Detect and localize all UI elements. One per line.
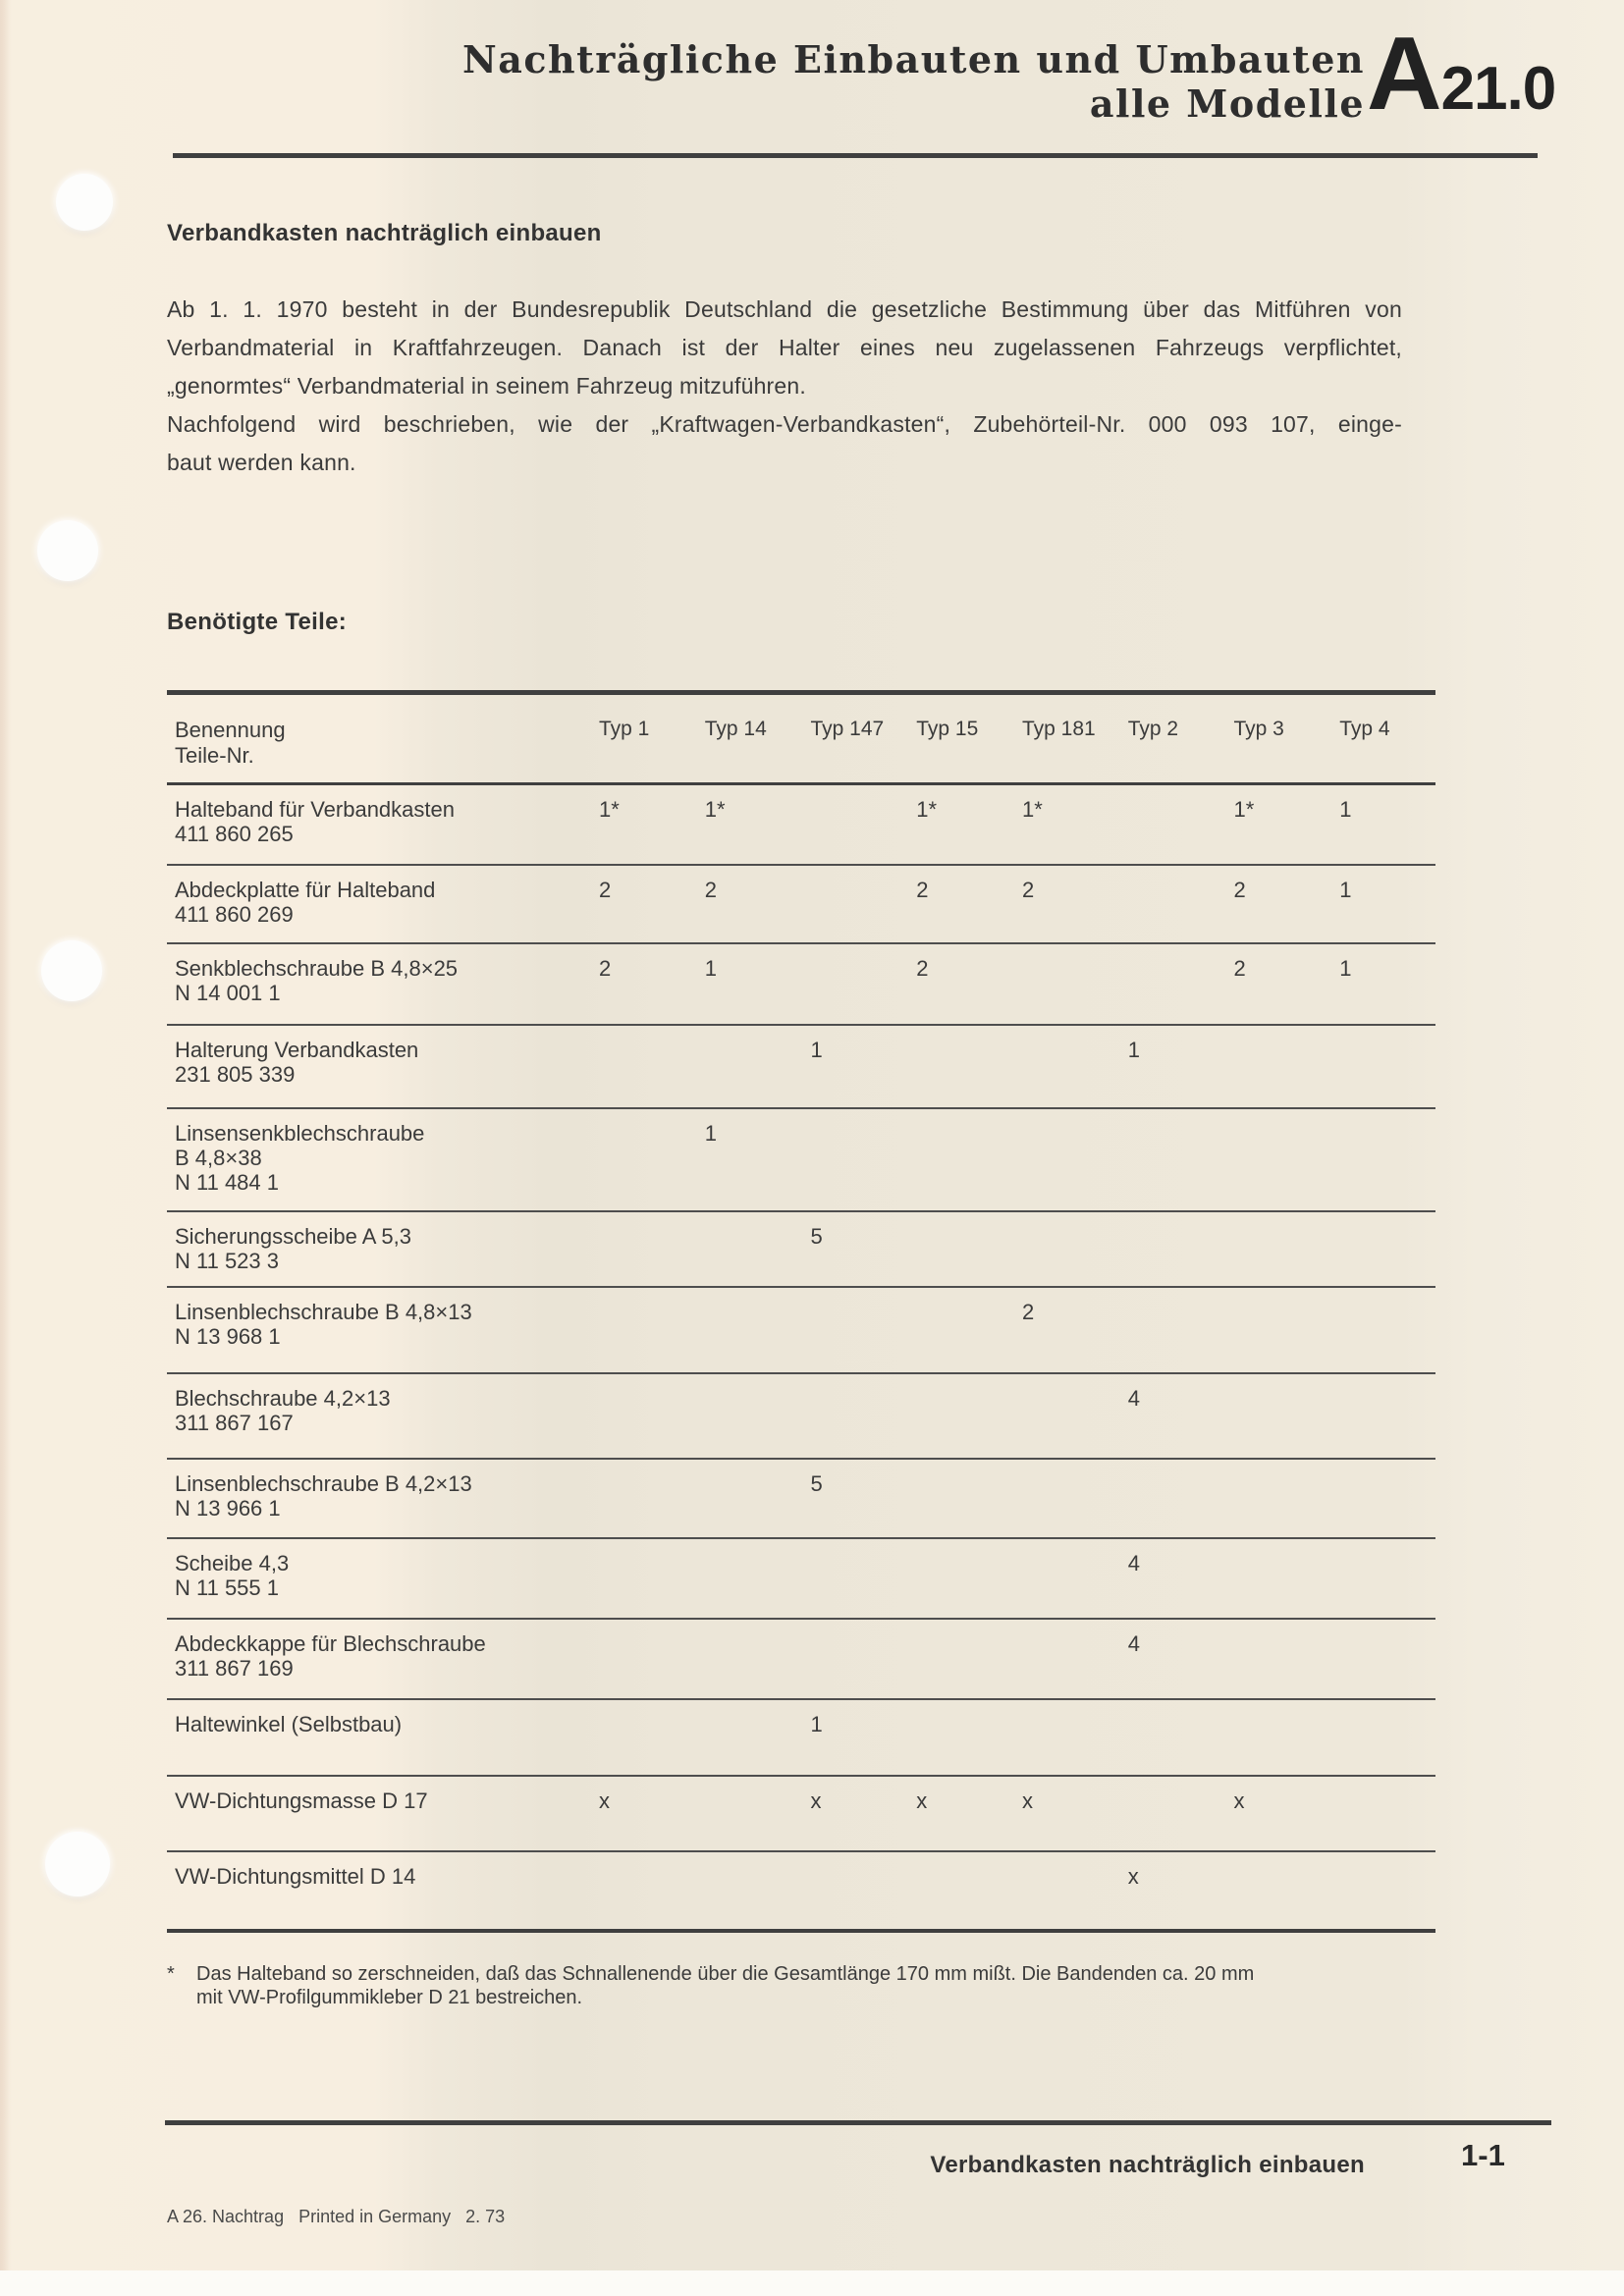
qty-cell xyxy=(1012,1109,1118,1147)
qty-cell xyxy=(1012,1539,1118,1576)
part-name-cell xyxy=(167,1539,589,1600)
qty-cell: 4 xyxy=(1127,1631,1140,1656)
quantity-cells xyxy=(589,1460,1435,1497)
qty-cell: 5 xyxy=(810,1471,823,1496)
type-column-header: Typ 147 xyxy=(810,718,885,740)
qty-cell xyxy=(801,1620,907,1657)
qty-cell: 1* xyxy=(599,797,620,822)
qty-cell xyxy=(1329,1620,1435,1657)
qty-cell xyxy=(695,1288,801,1325)
table-row xyxy=(167,1288,1435,1374)
qty-cell xyxy=(589,1700,695,1737)
name-column-header xyxy=(167,695,589,769)
part-name-line: Linsenblechschraube B 4,2×13 xyxy=(175,1471,472,1496)
qty-cell xyxy=(1224,1620,1330,1657)
qty-cell: 1 xyxy=(810,1712,823,1736)
qty-cell: x xyxy=(599,1789,610,1813)
table-row xyxy=(167,1026,1435,1109)
type-column-header: Typ 1 xyxy=(599,718,650,740)
table-row xyxy=(167,1700,1435,1777)
qty-cell xyxy=(1012,1212,1118,1250)
qty-cell xyxy=(1012,1700,1118,1737)
qty-cell: 2 xyxy=(1233,878,1246,902)
part-number-line: B 4,8×38 xyxy=(175,1146,262,1170)
part-number-line: 231 805 339 xyxy=(175,1062,296,1087)
qty-cell xyxy=(1329,1288,1435,1325)
part-number-line: N 11 555 1 xyxy=(175,1575,280,1600)
quantity-cells xyxy=(589,1026,1435,1063)
quantity-cells xyxy=(589,1288,1435,1325)
part-name-cell xyxy=(167,785,589,846)
qty-cell xyxy=(801,944,907,982)
part-name-cell xyxy=(167,1374,589,1435)
qty-cell xyxy=(1224,1026,1330,1063)
qty-cell: x xyxy=(1022,1789,1033,1813)
table-header-row xyxy=(167,695,1435,785)
qty-cell xyxy=(1012,1852,1118,1890)
qty-cell xyxy=(589,1374,695,1412)
qty-cell xyxy=(1118,866,1224,903)
qty-cell: 4 xyxy=(1127,1551,1140,1575)
imprint: A 26. Nachtrag Printed in Germany 2. 73 xyxy=(167,2207,506,2226)
part-number-line: 311 867 167 xyxy=(175,1411,294,1435)
qty-cell xyxy=(695,1374,801,1412)
text-line: Das Halteband so zerschneiden, daß das Schnallenende über die Gesamtlänge 170 mm mißt. Die Bandenden ca. 20 mm xyxy=(196,1963,1255,1985)
type-column-header: Typ 2 xyxy=(1127,718,1179,740)
table-row xyxy=(167,944,1435,1026)
table-row xyxy=(167,1777,1435,1852)
table-row xyxy=(167,1539,1435,1620)
qty-cell xyxy=(801,1374,907,1412)
qty-cell: 1 xyxy=(1127,1038,1140,1062)
part-name-cell xyxy=(167,1852,589,1889)
text-line: Nachfolgend wird beschrieben, wie der „Kraftwagen-Verbandkasten“, Zubehörteil-Nr. 000 093 107, einge- xyxy=(167,411,1402,437)
qty-cell xyxy=(1118,1212,1224,1250)
qty-cell xyxy=(589,1288,695,1325)
qty-cell xyxy=(695,1539,801,1576)
qty-cell xyxy=(1329,1852,1435,1890)
header-rule xyxy=(173,153,1538,158)
qty-cell xyxy=(801,1109,907,1147)
quantity-cells xyxy=(589,1212,1435,1250)
header-title-line1: Nachträgliche Einbauten und Umbauten xyxy=(462,37,1365,81)
qty-cell xyxy=(589,1539,695,1576)
qty-cell xyxy=(1012,1026,1118,1063)
part-name-line: Abdeckkappe für Blechschraube xyxy=(175,1631,486,1656)
qty-cell xyxy=(801,1852,907,1890)
part-name-cell xyxy=(167,1288,589,1349)
qty-cell xyxy=(1224,1109,1330,1147)
qty-cell: 2 xyxy=(916,956,929,981)
qty-cell xyxy=(906,1026,1012,1063)
quantity-cells xyxy=(589,1109,1435,1147)
type-column-header: Typ 15 xyxy=(916,718,979,740)
part-name-cell xyxy=(167,1777,589,1813)
qty-cell xyxy=(906,1539,1012,1576)
part-number-line: 411 860 269 xyxy=(175,902,294,927)
qty-cell xyxy=(1224,1539,1330,1576)
qty-cell: 1 xyxy=(1339,956,1352,981)
type-column-header: Typ 181 xyxy=(1022,718,1096,740)
qty-cell: 1 xyxy=(810,1038,823,1062)
qty-cell xyxy=(1118,1109,1224,1147)
qty-cell xyxy=(1012,1460,1118,1497)
quantity-cells xyxy=(589,1374,1435,1412)
section-code-letter: A xyxy=(1367,16,1441,132)
qty-cell xyxy=(1224,1374,1330,1412)
part-number-line: N 13 968 1 xyxy=(175,1324,281,1349)
qty-cell xyxy=(1224,1288,1330,1325)
part-name-cell xyxy=(167,1700,589,1736)
part-number-line: N 11 484 1 xyxy=(175,1170,280,1195)
part-name-line: Senkblechschraube B 4,8×25 xyxy=(175,956,459,981)
text-line: baut werden kann. xyxy=(167,450,356,475)
qty-cell xyxy=(906,1700,1012,1737)
qty-cell: x xyxy=(1233,1789,1245,1813)
type-column-headers xyxy=(589,695,1435,741)
text-line: mit VW-Profilgummikleber D 21 bestreichen. xyxy=(196,1987,583,2008)
footnote xyxy=(167,1962,1453,2009)
qty-cell xyxy=(1329,1212,1435,1250)
page-number: 1-1 xyxy=(1461,2138,1505,2172)
qty-cell xyxy=(801,1288,907,1325)
qty-cell: 2 xyxy=(1233,956,1246,981)
part-name-line: Blechschraube 4,2×13 xyxy=(175,1386,391,1411)
name-header-line1: Benennung xyxy=(175,718,286,742)
part-name-cell xyxy=(167,1109,589,1195)
qty-cell: 2 xyxy=(916,878,929,902)
qty-cell: 1* xyxy=(1233,797,1255,822)
type-column-header: Typ 14 xyxy=(704,718,767,740)
qty-cell xyxy=(1224,1460,1330,1497)
qty-cell: 5 xyxy=(810,1224,823,1249)
quantity-cells xyxy=(589,1620,1435,1657)
qty-cell xyxy=(1118,1777,1224,1814)
qty-cell xyxy=(1012,1374,1118,1412)
table-row xyxy=(167,1109,1435,1212)
part-name-line: Sicherungsscheibe A 5,3 xyxy=(175,1224,411,1249)
quantity-cells xyxy=(589,1777,1435,1814)
qty-cell xyxy=(1329,1700,1435,1737)
qty-cell: 1 xyxy=(1339,797,1352,822)
qty-cell: 1* xyxy=(704,797,726,822)
qty-cell: x xyxy=(916,1789,928,1813)
part-number-line: 311 867 169 xyxy=(175,1656,294,1681)
part-number-line: N 14 001 1 xyxy=(175,981,281,1005)
part-name-line: Halteband für Verbandkasten xyxy=(175,797,455,822)
table-row xyxy=(167,866,1435,944)
qty-cell xyxy=(589,1212,695,1250)
part-name-line: Linsenblechschraube B 4,8×13 xyxy=(175,1300,472,1324)
qty-cell xyxy=(695,1026,801,1063)
part-name-cell xyxy=(167,1026,589,1087)
part-number-line: N 11 523 3 xyxy=(175,1249,280,1273)
qty-cell: x xyxy=(810,1789,822,1813)
page-header-title xyxy=(462,37,1365,126)
qty-cell xyxy=(1329,1026,1435,1063)
section-heading: Verbandkasten nachträglich einbauen xyxy=(167,220,602,246)
qty-cell xyxy=(589,1109,695,1147)
qty-cell xyxy=(1329,1460,1435,1497)
qty-cell xyxy=(1224,1852,1330,1890)
footer-title: Verbandkasten nachträglich einbauen xyxy=(930,2152,1365,2178)
part-number-line: N 13 966 1 xyxy=(175,1496,281,1521)
section-code xyxy=(1367,16,1556,132)
quantity-cells xyxy=(589,1700,1435,1737)
qty-cell xyxy=(801,785,907,823)
qty-cell xyxy=(1224,1212,1330,1250)
name-header-line2: Teile-Nr. xyxy=(175,743,254,768)
qty-cell xyxy=(906,1620,1012,1657)
qty-cell xyxy=(1012,1620,1118,1657)
qty-cell: 2 xyxy=(1022,1300,1035,1324)
quantity-cells xyxy=(589,1539,1435,1576)
qty-cell xyxy=(589,1460,695,1497)
qty-cell xyxy=(906,1374,1012,1412)
part-name-line: Haltewinkel (Selbstbau) xyxy=(175,1712,403,1736)
header-title-line2: alle Modelle xyxy=(1089,81,1365,126)
part-name-line: Halterung Verbandkasten xyxy=(175,1038,419,1062)
qty-cell: 1 xyxy=(704,956,717,981)
punch-hole xyxy=(56,174,113,231)
part-name-line: Abdeckplatte für Halteband xyxy=(175,878,436,902)
qty-cell xyxy=(695,1460,801,1497)
qty-cell xyxy=(906,1109,1012,1147)
part-name-cell xyxy=(167,1212,589,1273)
qty-cell xyxy=(589,1026,695,1063)
qty-cell xyxy=(801,1539,907,1576)
qty-cell xyxy=(695,1777,801,1814)
part-name-cell xyxy=(167,1460,589,1521)
part-name-cell xyxy=(167,944,589,1005)
qty-cell xyxy=(695,1852,801,1890)
punch-hole xyxy=(45,1832,110,1896)
qty-cell xyxy=(1224,1700,1330,1737)
qty-cell xyxy=(1329,1109,1435,1147)
table-row xyxy=(167,1212,1435,1288)
qty-cell xyxy=(695,1620,801,1657)
part-name-cell xyxy=(167,1620,589,1681)
part-name-line: VW-Dichtungsmittel D 14 xyxy=(175,1864,416,1889)
qty-cell: 2 xyxy=(1022,878,1035,902)
qty-cell xyxy=(801,866,907,903)
qty-cell xyxy=(906,1288,1012,1325)
qty-cell: 1* xyxy=(916,797,938,822)
scan-bottom-strip xyxy=(0,2270,1624,2296)
qty-cell xyxy=(1118,785,1224,823)
part-name-line: VW-Dichtungsmasse D 17 xyxy=(175,1789,428,1813)
table-row xyxy=(167,1852,1435,1929)
qty-cell xyxy=(1329,1374,1435,1412)
footnote-marker: * xyxy=(167,1963,175,1985)
parts-heading: Benötigte Teile: xyxy=(167,609,348,635)
table-row xyxy=(167,785,1435,866)
qty-cell xyxy=(695,1212,801,1250)
type-column-header: Typ 4 xyxy=(1339,718,1390,740)
table-row xyxy=(167,1374,1435,1460)
qty-cell: 1* xyxy=(1022,797,1043,822)
page-edge-shading xyxy=(0,0,9,2296)
qty-cell xyxy=(695,1700,801,1737)
punch-hole xyxy=(41,940,102,1001)
qty-cell xyxy=(906,1212,1012,1250)
text-line: „genormtes“ Verbandmaterial in seinem Fahrzeug mitzuführen. xyxy=(167,373,806,399)
quantity-cells xyxy=(589,866,1435,903)
qty-cell xyxy=(906,1460,1012,1497)
qty-cell: 2 xyxy=(704,878,717,902)
part-name-line: Linsensenkblechschraube xyxy=(175,1121,425,1146)
qty-cell: 1 xyxy=(1339,878,1352,902)
quantity-cells xyxy=(589,944,1435,982)
qty-cell xyxy=(1118,1288,1224,1325)
qty-cell xyxy=(589,1852,695,1890)
footnote-text xyxy=(196,1962,1453,2009)
intro-paragraph-1 xyxy=(167,291,1402,405)
qty-cell: 2 xyxy=(599,878,612,902)
parts-table xyxy=(167,690,1435,1933)
qty-cell: 1 xyxy=(704,1121,717,1146)
part-number-line: 411 860 265 xyxy=(175,822,294,846)
table-row xyxy=(167,1460,1435,1539)
footer-rule xyxy=(165,2120,1551,2125)
quantity-cells xyxy=(589,1852,1435,1890)
part-name-cell xyxy=(167,866,589,927)
qty-cell: x xyxy=(1127,1864,1139,1889)
qty-cell xyxy=(1012,944,1118,982)
qty-cell xyxy=(1118,944,1224,982)
part-name-line: Scheibe 4,3 xyxy=(175,1551,290,1575)
qty-cell xyxy=(1118,1460,1224,1497)
qty-cell: 2 xyxy=(599,956,612,981)
qty-cell: 4 xyxy=(1127,1386,1140,1411)
qty-cell xyxy=(1118,1700,1224,1737)
qty-cell xyxy=(1329,1777,1435,1814)
section-code-number: 21.0 xyxy=(1440,55,1556,123)
intro-paragraph-2 xyxy=(167,405,1402,482)
quantity-cells xyxy=(589,785,1435,823)
type-column-header: Typ 3 xyxy=(1233,718,1284,740)
table-row xyxy=(167,1620,1435,1700)
text-line: Ab 1. 1. 1970 besteht in der Bundesrepublik Deutschland die gesetzliche Bestimmung über das Mitführen von xyxy=(167,296,1402,322)
qty-cell xyxy=(906,1852,1012,1890)
text-line: Verbandmaterial in Kraftfahrzeugen. Danach ist der Halter eines neu zugelassenen Fahrzeugs verpflichtet, xyxy=(167,335,1402,360)
qty-cell xyxy=(589,1620,695,1657)
qty-cell xyxy=(1329,1539,1435,1576)
punch-hole xyxy=(37,520,98,581)
